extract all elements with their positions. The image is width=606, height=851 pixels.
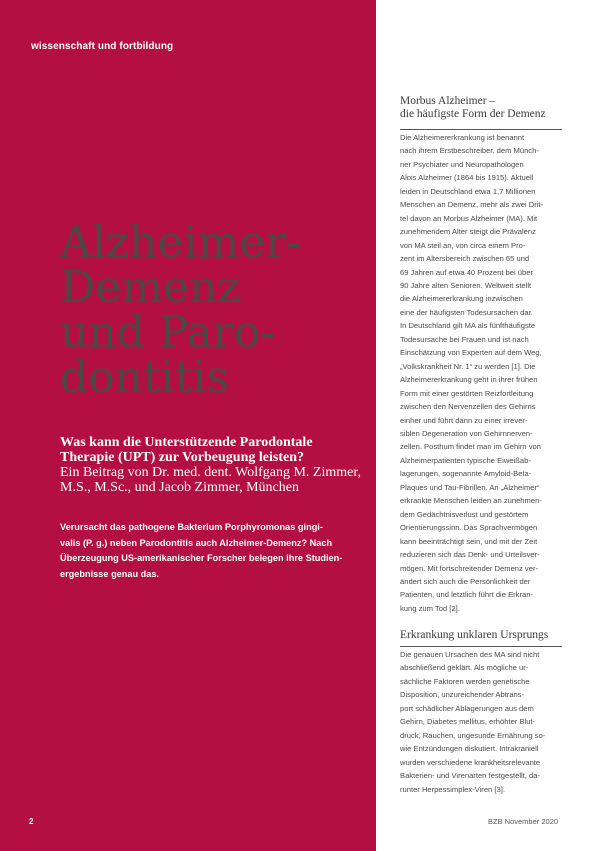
body-line: 90 Jahre alten Senioren. Weltweit stellt	[400, 280, 532, 290]
body-line: reduzieren sich das Denk- und Urteilsver-	[400, 550, 540, 560]
body-line: wie Entzündungen diskutiert. Intrakraniell	[400, 744, 539, 754]
article-teaser	[60, 520, 360, 582]
body-line: nach ihrem Erstbeschreiber, dem Münch-	[400, 146, 539, 156]
body-line: erkrankte Menschen leiden an zunehmen-	[400, 496, 542, 506]
body-line: „Volkskrankheit Nr. 1“ zu werden [1]. Die	[400, 361, 536, 371]
section1-body	[400, 131, 562, 615]
body-line: Menschen an Demenz, mehr als zwei Drit-	[400, 200, 544, 210]
article-subtitle	[60, 435, 360, 495]
subtitle-lead	[60, 435, 360, 465]
body-line: zellen. Posthum findet man im Gehirn von	[400, 442, 541, 452]
body-line: Patienten, und letztlich führt die Erkran-	[400, 590, 533, 600]
body-line: Todesursache bei Frauen und ist nach	[400, 334, 529, 344]
page-footer: BZB November 2020	[488, 817, 559, 826]
section1-heading	[400, 95, 562, 121]
section1-heading-line: die häufigste Form der Demenz	[400, 108, 546, 120]
body-line: Form mit einer gestörten Reizfortleitung	[400, 388, 534, 398]
teaser-line: ergebnisse genau das.	[60, 568, 160, 579]
body-line: kung zum Tod [2].	[400, 603, 460, 613]
page-number: 2	[29, 817, 34, 826]
body-line: Alois Alzheimer (1864 bis 1915). Aktuell	[400, 173, 534, 183]
body-line: Alzheimerpatienten typische Eiweißab-	[400, 455, 531, 465]
teaser-line: valis (P. g.) neben Parodontitis auch Alzheimer-Demenz? Nach	[60, 537, 333, 548]
article-authors	[60, 465, 360, 495]
body-line: siblen Degeneration von Gehirnnerven-	[400, 428, 533, 438]
body-line: kann beeinträchtigt sein, und mit der Zeit	[400, 536, 538, 546]
title-line: und Paro-	[60, 307, 276, 358]
body-line: Orientierungssinn. Das Sprachvermögen	[400, 523, 538, 533]
teaser-line: Verursacht das pathogene Bakterium Porphyromonas gingi-	[60, 522, 323, 532]
title-line: Alzheimer-	[60, 217, 302, 268]
body-line: zent im Altersbereich zwischen 65 und	[400, 254, 530, 264]
section2-body	[400, 648, 562, 796]
body-line: lagerungen, sogenannte Amyloid-Beta-	[400, 469, 532, 479]
body-line: Einschätzung von Experten auf dem Weg,	[400, 348, 542, 358]
article-title	[60, 217, 370, 403]
body-line: zunehmendem Alter steigt die Prävalenz	[400, 227, 536, 237]
body-line: tel davon an Morbus Alzheimer (MA). Mit	[400, 213, 538, 223]
section2-divider	[400, 646, 562, 647]
body-line: port schädlicher Ablagerungen aus dem	[400, 703, 534, 713]
title-line: dontitis	[60, 352, 230, 403]
body-line: wurden verschiedene krankheitsrelevante	[400, 757, 541, 767]
title-line: Demenz	[60, 262, 241, 313]
body-line: einher und führt dann zu einer irrever-	[400, 415, 528, 425]
teaser-line: Überzeugung US-amerikanischer Forscher belegen ihre Studien-	[60, 553, 343, 563]
body-line: ner Psychiater und Neuropathologen	[400, 159, 524, 169]
body-line: mögen. Mit fortschreitender Demenz ver-	[400, 563, 539, 573]
body-line: ändert sich auch die Persönlichkeit der	[400, 576, 531, 586]
body-line: Alzheimererkrankung geht in ihrer frühen	[400, 375, 538, 385]
body-line: 69 Jahren auf etwa 40 Prozent bei über	[400, 267, 533, 277]
section1-divider	[400, 129, 562, 130]
body-line: eine der häufigsten Todesursachen dar.	[400, 307, 533, 317]
body-line: Disposition, unzureichender Abtrans-	[400, 690, 525, 700]
body-line: Gehirn, Diabetes mellitus, erhöhter Blut-	[400, 717, 536, 727]
section1-heading-line: Morbus Alzheimer –	[400, 95, 496, 107]
subtitle-lead-line: Therapie (UPT) zur Vorbeugung leisten?	[60, 450, 304, 465]
body-line: Die genauen Ursachen des MA sind nicht	[400, 650, 540, 659]
body-line: Die Alzheimererkrankung ist benannt	[400, 133, 525, 142]
authors-line: Ein Beitrag von Dr. med. dent. Wolfgang M. Zimmer,	[60, 465, 361, 480]
body-line: leiden in Deutschland etwa 1,7 Millionen	[400, 186, 536, 196]
body-line: sächliche Faktoren werden genetische	[400, 676, 530, 686]
section2-heading: Erkrankung unklaren Ursprungs	[400, 629, 549, 641]
body-line: druck, Rauchen, ungesunde Ernährung so-	[400, 730, 546, 740]
body-line: abschließend geklärt. Als mögliche ur-	[400, 663, 529, 673]
body-line: von MA steil an, von circa einem Pro-	[400, 240, 526, 250]
body-line: Bakterien- und Virenarten festgestellt, da-	[400, 771, 541, 781]
authors-line: M.S., M.Sc., und Jacob Zimmer, München	[60, 480, 299, 495]
body-line: Plaques und Tau-Fibrillen. An „Alzheimer“	[400, 482, 540, 492]
section-label: wissenschaft und fortbildung	[31, 41, 174, 52]
body-line: runter Herpessimplex-Viren [3].	[400, 784, 505, 794]
body-line: dem Gedächtnisverlust und gestörtem	[400, 509, 529, 519]
body-line: die Alzheimererkrankung inzwischen	[400, 294, 523, 304]
subtitle-lead-line: Was kann die Unterstützende Parodontale	[60, 435, 313, 450]
body-line: In Deutschland gilt MA als fünfthäufigste	[400, 321, 536, 331]
body-line: zwischen den Nervenzellen des Gehirns	[400, 402, 536, 412]
